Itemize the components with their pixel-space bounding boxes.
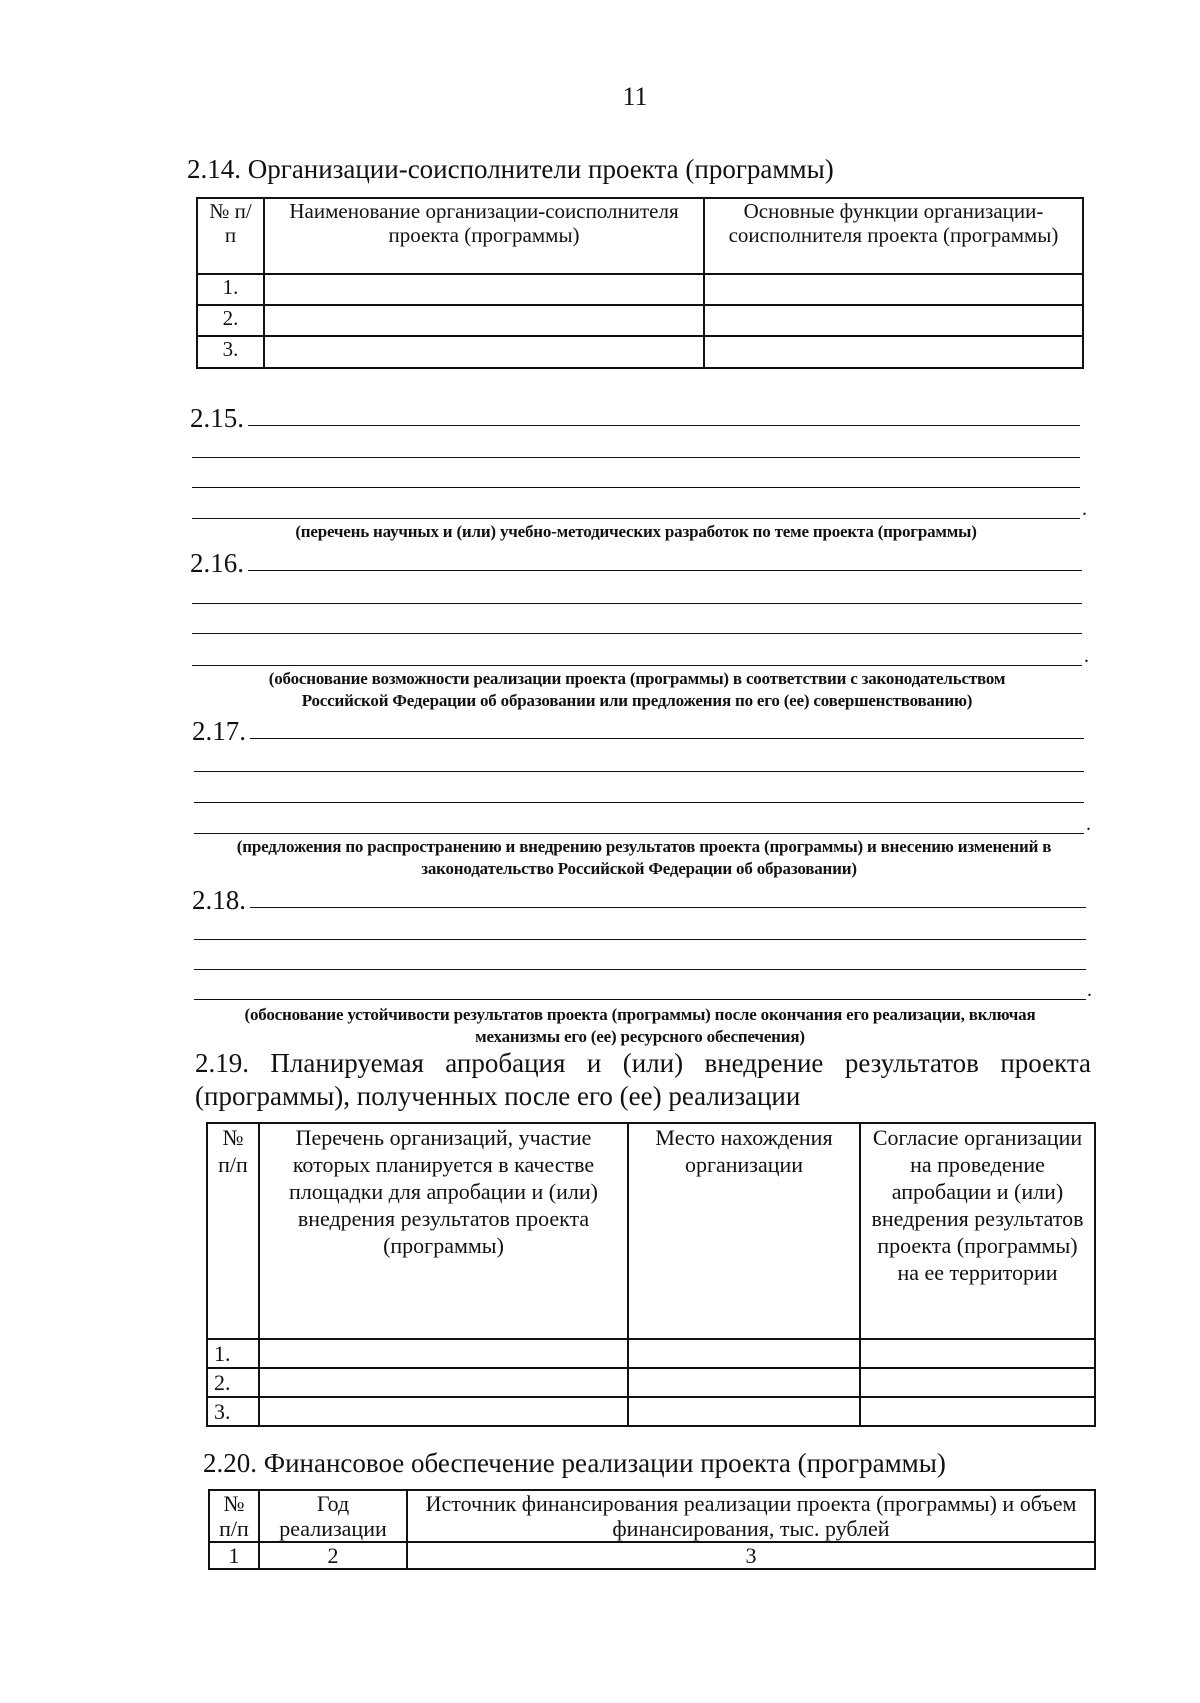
row-number: 2. xyxy=(207,1368,259,1397)
section-2-19-title-line2: (программы), полученных после его (ее) реализации xyxy=(195,1081,801,1111)
table-2-14 xyxy=(196,197,1084,369)
end-dot: . xyxy=(1084,645,1089,667)
section-2-18-number: 2.18. xyxy=(192,885,246,915)
fill-line[interactable] xyxy=(194,939,1086,940)
cell-org-consent[interactable] xyxy=(860,1397,1095,1426)
table-2-20 xyxy=(208,1489,1096,1570)
cell-org-functions[interactable] xyxy=(704,336,1083,368)
end-dot: . xyxy=(1086,813,1091,835)
header-number: № п/п xyxy=(207,1123,259,1339)
row-number: 3. xyxy=(207,1397,259,1426)
section-2-16-number: 2.16. xyxy=(190,548,244,578)
cell-org-list[interactable] xyxy=(259,1368,628,1397)
section-2-16-caption-line1: (обоснование возможности реализации проекта (программы) в соответствии с законодательством xyxy=(268,669,1006,688)
fill-line[interactable] xyxy=(192,665,1082,666)
section-2-19-title-line1: 2.19. Планируемая апробация и (или) внедрение результатов проекта xyxy=(195,1048,1091,1078)
column-index: 2 xyxy=(259,1542,407,1569)
cell-org-location[interactable] xyxy=(628,1368,860,1397)
header-org-name: Наименование организации-соисполнителя проекта (программы) xyxy=(264,198,704,274)
section-2-14-title: 2.14. Организации-соисполнители проекта (программы) xyxy=(187,154,834,184)
header-number: № п/п xyxy=(197,198,264,274)
fill-line[interactable] xyxy=(192,487,1080,488)
section-2-17-caption-line2: законодательство Российской Федерации об образовании) xyxy=(421,859,857,878)
header-org-consent: Согласие организации на проведение апробации и (или) внедрения результатов проекта (программы) на ее территории xyxy=(860,1123,1095,1339)
column-index: 1 xyxy=(209,1542,259,1569)
end-dot: . xyxy=(1087,979,1092,1001)
cell-org-location[interactable] xyxy=(628,1339,860,1368)
fill-line[interactable] xyxy=(192,633,1082,634)
header-org-functions: Основные функции организации-соисполнителя проекта (программы) xyxy=(704,198,1083,274)
page-number: 11 xyxy=(622,82,648,111)
section-2-15-caption: (перечень научных и (или) учебно-методических разработок по теме проекта (программы) xyxy=(295,522,977,541)
section-2-17-caption-line1: (предложения по распространению и внедрению результатов проекта (программы) и внесению изменений в xyxy=(236,837,1052,856)
header-org-list: Перечень организаций, участие которых планируется в качестве площадки для апробации и (или) внедрения результатов проекта (программы) xyxy=(259,1123,628,1339)
section-2-18-caption-line1: (обоснование устойчивости результатов проекта (программы) после окончания его реализации, включая xyxy=(244,1005,1036,1024)
row-number: 3. xyxy=(197,336,264,368)
header-number: № п/п xyxy=(209,1490,259,1542)
fill-line[interactable] xyxy=(250,907,1086,908)
table-2-19 xyxy=(206,1122,1096,1427)
cell-org-functions[interactable] xyxy=(704,274,1083,305)
cell-org-consent[interactable] xyxy=(860,1339,1095,1368)
header-org-location: Место нахождения организации xyxy=(628,1123,860,1339)
fill-line[interactable] xyxy=(192,603,1082,604)
cell-org-name[interactable] xyxy=(264,274,704,305)
cell-org-functions[interactable] xyxy=(704,305,1083,336)
row-number: 1. xyxy=(207,1339,259,1368)
section-2-15-number: 2.15. xyxy=(190,403,244,433)
fill-line[interactable] xyxy=(194,833,1084,834)
section-2-16-caption-line2: Российской Федерации об образовании или предложения по его (ее) совершенствованию) xyxy=(301,691,973,710)
cell-org-list[interactable] xyxy=(259,1397,628,1426)
section-2-20-title: 2.20. Финансовое обеспечение реализации проекта (программы) xyxy=(203,1448,946,1478)
end-dot: . xyxy=(1082,498,1087,520)
fill-line[interactable] xyxy=(194,969,1086,970)
fill-line[interactable] xyxy=(248,425,1080,426)
cell-org-consent[interactable] xyxy=(860,1368,1095,1397)
fill-line[interactable] xyxy=(192,457,1080,458)
section-2-18-caption-line2: механизмы его (ее) ресурсного обеспечения) xyxy=(475,1027,805,1046)
cell-org-name[interactable] xyxy=(264,305,704,336)
column-index: 3 xyxy=(407,1542,1095,1569)
fill-line[interactable] xyxy=(194,771,1084,772)
row-number: 1. xyxy=(197,274,264,305)
fill-line[interactable] xyxy=(250,738,1084,739)
fill-line[interactable] xyxy=(194,802,1084,803)
section-2-17-number: 2.17. xyxy=(192,716,246,746)
header-year: Год реализации xyxy=(259,1490,407,1542)
cell-org-list[interactable] xyxy=(259,1339,628,1368)
fill-line[interactable] xyxy=(192,518,1080,519)
row-number: 2. xyxy=(197,305,264,336)
fill-line[interactable] xyxy=(194,999,1086,1000)
cell-org-location[interactable] xyxy=(628,1397,860,1426)
header-funding-source: Источник финансирования реализации проекта (программы) и объем финансирования, тыс. рублей xyxy=(407,1490,1095,1542)
fill-line[interactable] xyxy=(248,570,1082,571)
cell-org-name[interactable] xyxy=(264,336,704,368)
